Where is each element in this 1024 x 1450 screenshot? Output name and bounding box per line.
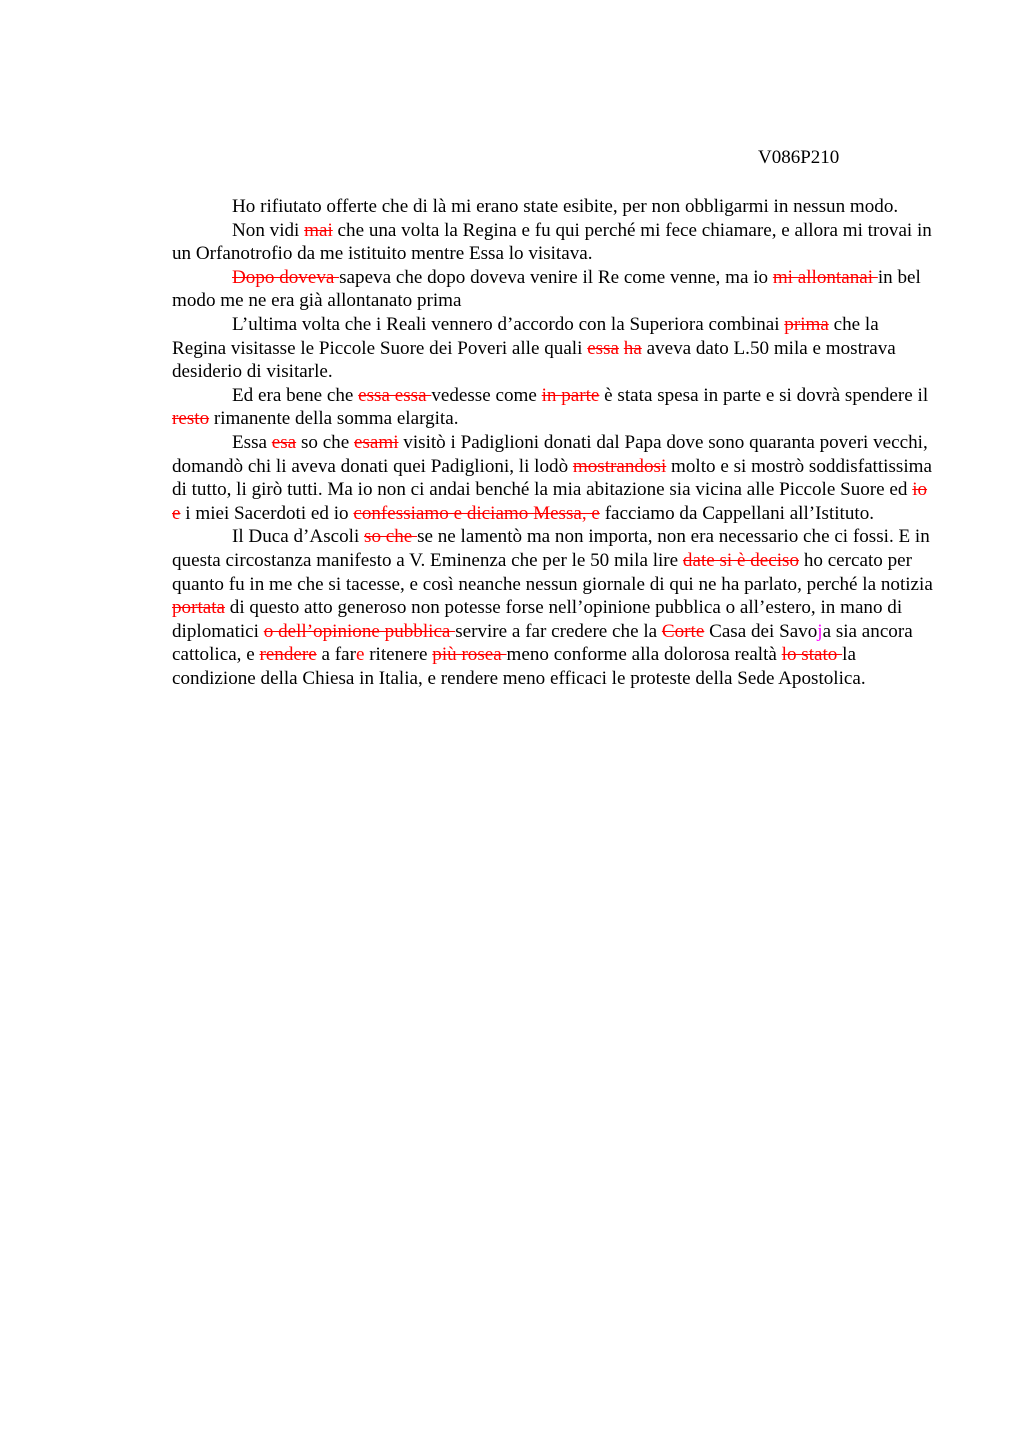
deleted-text: rendere [259, 644, 317, 666]
deleted-text: io e [172, 479, 928, 524]
deleted-text: lo stato [781, 644, 843, 666]
body-text-run: ritenere [364, 644, 433, 666]
deleted-text: in parte [541, 384, 600, 406]
body-text-run: ho cercato per quanto fu in me che si tacesse, e così neanche nessun giornale di qui ne ha parlato, perché la notizia [172, 549, 933, 595]
body-text-run: che una volta la Regina e fu qui perché mi fece chiamare, e allora mi trovai in un Orfanotrofio da me istituito mentre Essa lo visitava. [172, 219, 932, 265]
body-text-run: Non vidi [232, 219, 305, 241]
paragraph [172, 219, 934, 266]
body-text-run: meno conforme alla dolorosa realtà [506, 644, 782, 666]
body-text-run: servire a far credere che la [455, 620, 662, 642]
body-text-run: a sia ancora cattolica, e [172, 620, 913, 666]
body-text-run: la condizione della Chiesa in Italia, e rendere meno efficaci le proteste della Sede Apostolica. [172, 644, 866, 689]
body-text-run: Il Duca d’Ascoli [232, 526, 365, 548]
body-text-run: è stata spesa in parte e si dovrà spendere il [599, 384, 929, 406]
body-text-run: che la Regina visitasse le Piccole Suore dei Poveri alle quali [172, 313, 879, 359]
inserted-text: e [355, 644, 365, 666]
paragraph [172, 525, 934, 690]
deleted-text: mai [304, 219, 333, 241]
paragraph [172, 195, 934, 219]
deleted-text: esami [353, 431, 399, 453]
body-text-run: rimanente della somma elargita. [209, 408, 459, 430]
deleted-text: essa essa [358, 384, 432, 406]
body-text-run: molto e si mostrò soddisfattissima di tutto, li girò tutti. Ma io non ci andai benché la mia abitazione sia vicina alle Piccole Suore ed [172, 455, 932, 501]
deleted-text: mi allontanai [772, 266, 878, 288]
body-text-run: Essa [232, 431, 272, 453]
body-text-run: vedesse come [431, 384, 542, 406]
body-text-run: Ho rifiutato offerte che di là mi erano state esibite, per non obbligarmi in nessun modo. [232, 196, 899, 217]
deleted-text: resto [172, 408, 210, 430]
deleted-text: ha [623, 337, 642, 359]
body-text-run: Casa dei Savo [704, 620, 818, 642]
deleted-text: più rosea [432, 644, 507, 666]
body-text-run: i miei Sacerdoti ed io [180, 502, 354, 524]
deleted-text: date si è deciso [682, 549, 800, 571]
body-text-run: facciamo da Cappellani all’Istituto. [599, 502, 875, 524]
paragraph [172, 313, 934, 384]
deleted-text: essa [587, 337, 619, 359]
deleted-text: Dopo doveva [232, 266, 340, 288]
body-text-run: in bel modo me ne era già allontanato prima [172, 266, 921, 312]
paragraph [172, 266, 934, 313]
body-text-run: L’ultima volta che i Reali vennero d’accordo con la Superiora combinai [232, 313, 785, 335]
deleted-text: o dell’opinione pubblica [263, 620, 456, 642]
deleted-text: so che [364, 526, 418, 548]
deleted-text: portata [172, 597, 226, 619]
inserted-text: j [817, 620, 823, 642]
deleted-text: esa [271, 431, 297, 453]
deleted-text: mostrandosi [572, 455, 667, 477]
body-text-run: se ne lamentò ma non importa, non era necessario che ci fossi. E in questa circostanza manifesto a V. Eminenza che per le 50 mila lire [172, 526, 930, 571]
page-identifier: V086P210 [758, 147, 840, 168]
body-text-run: di questo atto generoso non potesse forse nell’opinione pubblica o all’estero, in mano di diplomatici [172, 597, 903, 642]
paragraph [172, 431, 934, 525]
body-text-run: sapeva che dopo doveva venire il Re come venne, ma io [339, 266, 773, 288]
deleted-text: prima [784, 313, 829, 335]
paragraph [172, 384, 934, 431]
body-text-run: so che [296, 431, 354, 453]
deleted-text: Corte [661, 620, 705, 642]
deleted-text: confessiamo e diciamo Messa, e [353, 502, 600, 524]
body-text-run: visitò i Padiglioni donati dal Papa dove sono quaranta poveri vecchi, domandò chi li aveva donati quei Padiglioni, li lodò [172, 431, 928, 477]
body-text-run: aveva dato L.50 mila e mostrava desiderio di visitarle. [172, 337, 896, 383]
letter-body [172, 195, 934, 690]
body-text-run: a far [316, 644, 356, 666]
body-text-run: Ed era bene che [232, 384, 359, 406]
